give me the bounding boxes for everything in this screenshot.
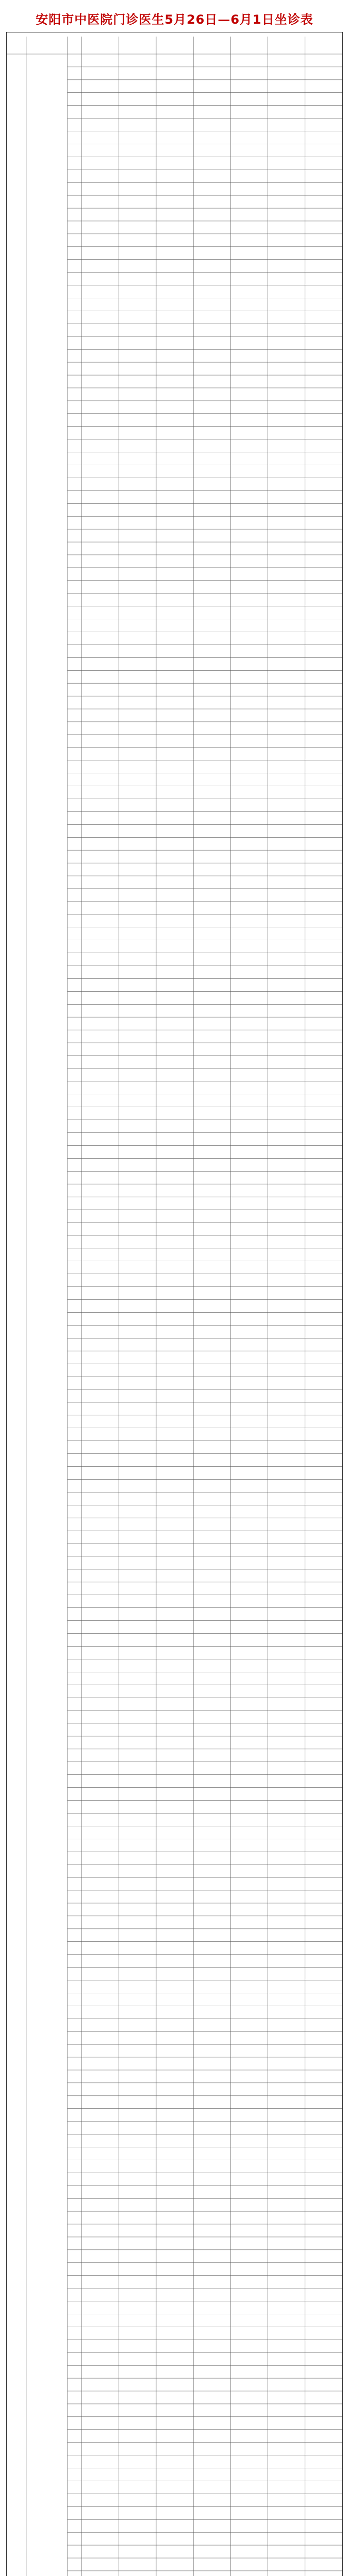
grid-lines bbox=[7, 37, 342, 2576]
page-title: 安阳市中医院门诊医生5月26日—6月1日坐诊表 bbox=[36, 12, 313, 27]
schedule-grid bbox=[6, 32, 343, 2576]
